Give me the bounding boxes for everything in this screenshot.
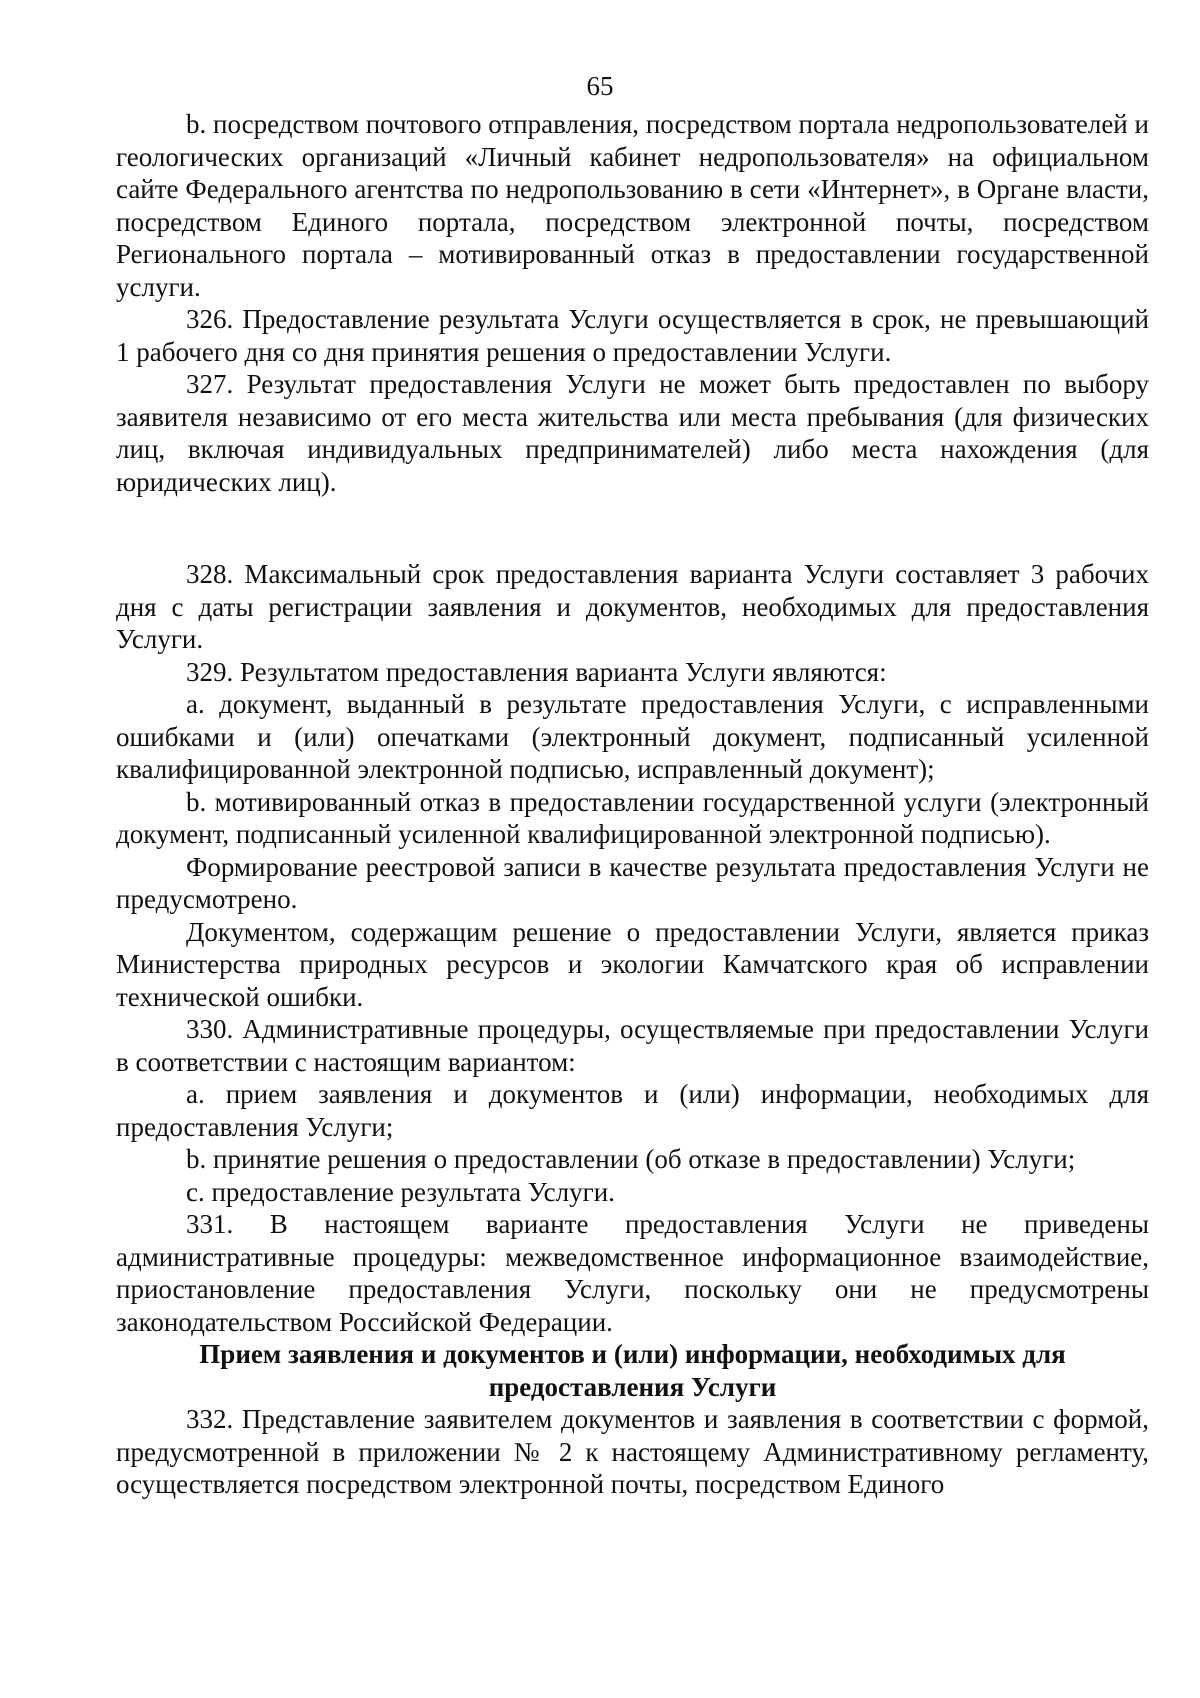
page-number: 65 <box>586 71 614 101</box>
paragraph-328: 328. Максимальный срок предоставления варианта Услуги составляет 3 рабочих дня с даты регистрации заявления и документов, необходимых для предоставления Услуги. <box>116 559 1149 654</box>
section-heading: Прием заявления и документов и (или) информации, необходимых для предоставления Услуги <box>199 1339 1066 1402</box>
paragraph-330-a: a. прием заявления и документов и (или) информации, необходимых для предоставления Услуги; <box>116 1079 1149 1142</box>
text-block-top <box>116 108 1149 498</box>
text-block-middle <box>116 558 1149 1501</box>
paragraph-330: 330. Административные процедуры, осуществляемые при предоставлении Услуги в соответствии с настоящим вариантом: <box>116 1014 1149 1077</box>
paragraph-326: 326. Предоставление результата Услуги осуществляется в срок, не превышающий 1 рабочего дня со дня принятия решения о предоставлении Услуги. <box>116 304 1149 367</box>
paragraph-330-b: b. принятие решения о предоставлении (об отказе в предоставлении) Услуги; <box>186 1144 1076 1174</box>
paragraph-332: 332. Представление заявителем документов и заявления в соответствии с формой, предусмотренной в приложении № 2 к настоящему Административному регламенту, осуществляется посредством электронной почты, посредством Единого <box>116 1404 1149 1499</box>
paragraph-decision-document: Документом, содержащим решение о предоставлении Услуги, является приказ Министерства природных ресурсов и экологии Камчатского края об исправлении технической ошибки. <box>116 916 1149 1012</box>
paragraph-329-a: a. документ, выданный в результате предоставления Услуги, с исправленными ошибками и (или) опечатками (электронный документ, подписанный усиленной квалифицированной электронной подписью, исправленный документ); <box>116 689 1149 784</box>
paragraph-b-refusal: b. посредством почтового отправления, посредством портала недропользователей и геологических организаций «Личный кабинет недропользователя» на официальном сайте Федерального агентства по недропользованию в сети «Интернет», в Органе власти, посредством Единого портала, посредством электронной почты, посредством Регионального портала – мотивированный отказ в предоставлении государственной услуги. <box>116 109 1149 302</box>
paragraph-331: 331. В настоящем варианте предоставления Услуги не приведены административные процедуры: межведомственное информационное взаимодействие, приостановление предоставления Услуги, поскольку они не предусмотрены законодательством Российской Федерации. <box>116 1209 1149 1337</box>
paragraph-329-b: b. мотивированный отказ в предоставлении государственной услуги (электронный документ, подписанный усиленной квалифицированной электронной подписью). <box>116 786 1149 849</box>
paragraph-327: 327. Результат предоставления Услуги не может быть предоставлен по выбору заявителя независимо от его места жительства или места пребывания (для физических лиц, включая индивидуальных предпринимателей) либо места нахождения (для юридических лиц). <box>116 369 1149 497</box>
paragraph-330-c: c. предоставление результата Услуги. <box>186 1176 615 1207</box>
paragraph-329: 329. Результатом предоставления варианта Услуги являются: <box>186 656 887 687</box>
paragraph-registry-record: Формирование реестровой записи в качестве результата предоставления Услуги не предусмотрено. <box>116 851 1149 914</box>
